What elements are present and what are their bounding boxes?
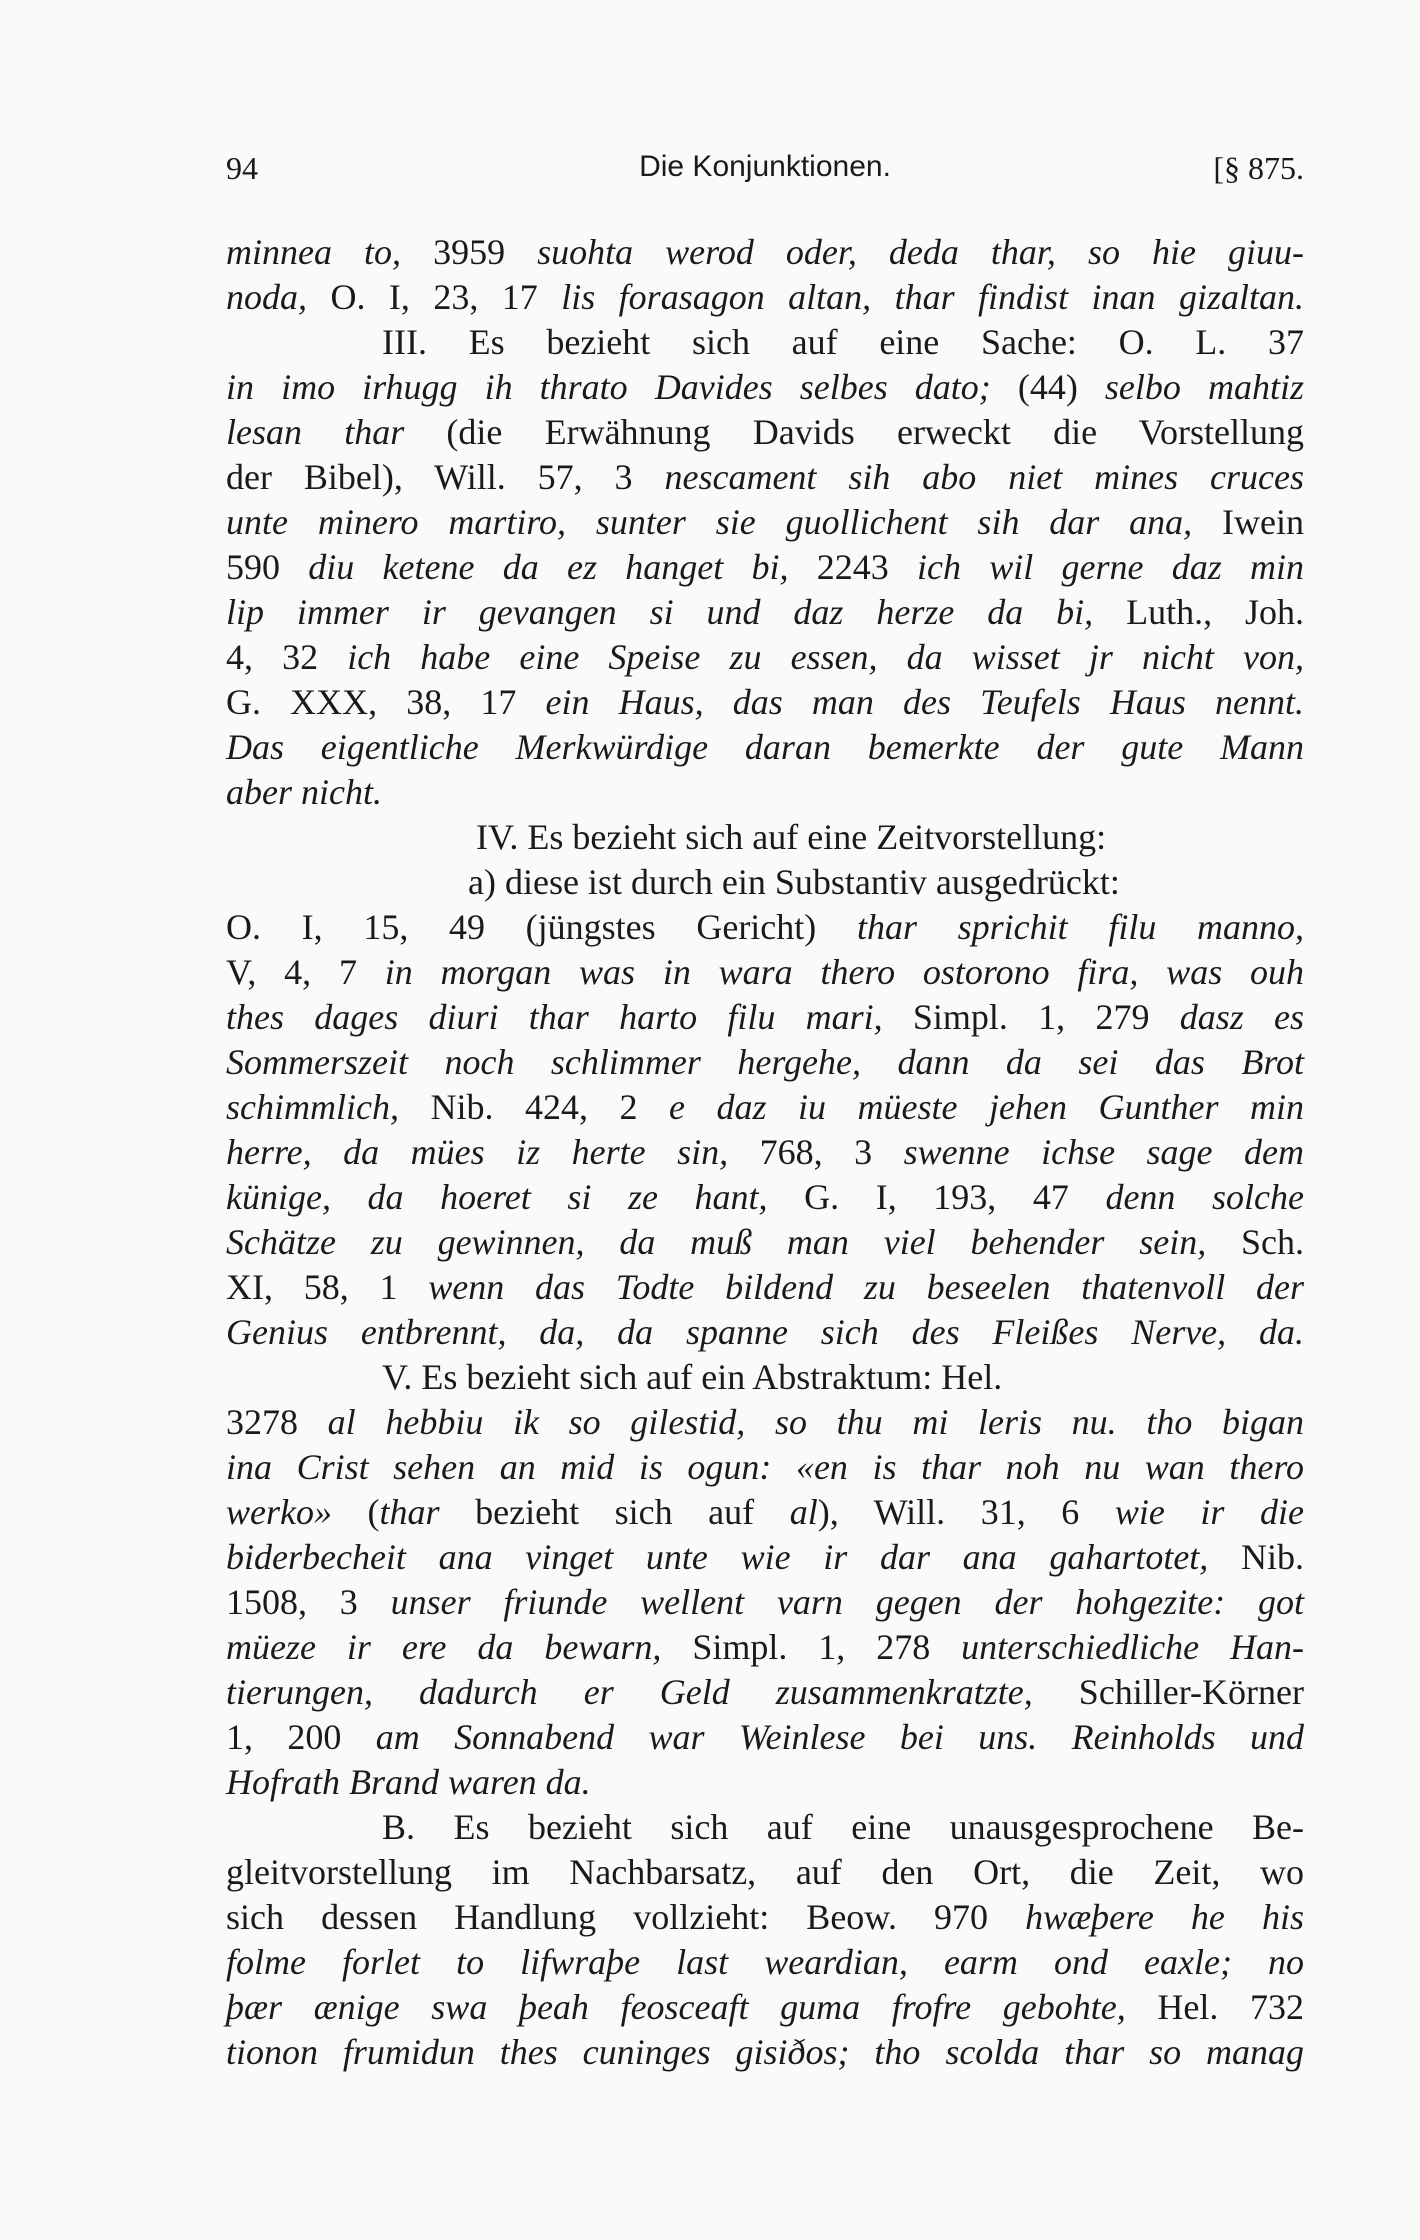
text-line: Das eigentliche Merkwürdige daran bemerkte der gute Mann [226,727,1304,767]
text-line: noda, O. I, 23, 17 lis forasagon altan, thar findist inan gizaltan. [226,277,1304,317]
text-line: Hofrath Brand waren da. [226,1762,591,1802]
text-line: þær ænige swa þeah feosceaft guma frofre gebohte, Hel. 732 [226,1987,1304,2027]
text-line: ina Crist sehen an mid is ogun: «en is thar noh nu wan thero [226,1447,1304,1487]
text-line: III. Es bezieht sich auf eine Sache: O. L. 37 [382,322,1304,362]
text-line: der Bibel), Will. 57, 3 nescament sih abo niet mines cruces [226,457,1304,497]
text-line: gleitvorstellung im Nachbarsatz, auf den Ort, die Zeit, wo [226,1852,1304,1892]
text-line: XI, 58, 1 wenn das Todte bildend zu beseelen thatenvoll der [226,1267,1304,1307]
text-line: schimmlich, Nib. 424, 2 e daz iu müeste jehen Gunther min [226,1087,1305,1127]
page-number: 94 [226,150,258,186]
text-line: künige, da hoeret si ze hant, G. I, 193, 47 denn solche [226,1177,1304,1217]
text-line: 3278 al hebbiu ik so gilestid, so thu mi leris nu. tho bigan [226,1402,1304,1442]
text-line: tierungen, dadurch er Geld zusammenkratzte, Schiller-Körner [226,1672,1304,1712]
text-line: 1, 200 am Sonnabend war Weinlese bei uns. Reinholds und [226,1717,1305,1757]
text-line: Genius entbrennt, da, da spanne sich des Fleißes Nerve, da. [226,1312,1304,1352]
text-line: unte minero martiro, sunter sie guollichent sih dar ana, Iwein [226,502,1304,542]
section-number: [§ 875. [1213,150,1304,186]
text-line: aber nicht. [226,772,382,812]
text-line: biderbecheit ana vinget unte wie ir dar ana gahartotet, Nib. [226,1537,1304,1577]
running-title: Die Konjunktionen. [639,150,891,183]
text-line: minnea to, 3959 suohta werod oder, deda thar, so hie giuu- [226,232,1305,272]
text-line: Sommerszeit noch schlimmer hergehe, dann da sei das Brot [226,1042,1304,1082]
text-line: folme forlet to lifwraþe last weardian, earm ond eaxle; no [226,1942,1304,1982]
text-line: B. Es bezieht sich auf eine unausgesprochene Be- [382,1807,1304,1847]
text-line: tionon frumidun thes cuninges gisiðos; tho scolda thar so manag [226,2032,1304,2072]
text-line: Schätze zu gewinnen, da muß man viel behender sein, Sch. [226,1222,1304,1262]
text-line: 4, 32 ich habe eine Speise zu essen, da wisset jr nicht von, [226,637,1305,677]
text-line: lesan thar (die Erwähnung Davids erweckt die Vorstellung [226,412,1304,452]
text-line: IV. Es bezieht sich auf eine Zeitvorstellung: [476,817,1107,857]
text-line: G. XXX, 38, 17 ein Haus, das man des Teufels Haus nennt. [226,682,1304,722]
text-line: O. I, 15, 49 (jüngstes Gericht) thar sprichit filu manno, [226,907,1304,947]
text-line: a) diese ist durch ein Substantiv ausgedrückt: [468,862,1120,902]
page-header [226,150,1304,194]
text-line: müeze ir ere da bewarn, Simpl. 1, 278 unterschiedliche Han- [226,1627,1305,1667]
text-line: werko» (thar bezieht sich auf al), Will. 31, 6 wie ir die [226,1492,1304,1532]
text-line: thes dages diuri thar harto filu mari, Simpl. 1, 279 dasz es [226,997,1304,1037]
text-line: 590 diu ketene da ez hanget bi, 2243 ich wil gerne daz min [226,547,1305,587]
text-line: herre, da mües iz herte sin, 768, 3 swenne ichse sage dem [226,1132,1305,1172]
text-line: in imo irhugg ih thrato Davides selbes dato; (44) selbo mahtiz [226,367,1304,407]
text-line: V, 4, 7 in morgan was in wara thero ostorono fira, was ouh [226,952,1305,992]
text-line: V. Es bezieht sich auf ein Abstraktum: Hel. [382,1357,1003,1397]
text-line: 1508, 3 unser friunde wellent varn gegen der hohgezite: got [226,1582,1305,1622]
body-text [226,230,1304,2075]
text-line: lip immer ir gevangen si und daz herze da bi, Luth., Joh. [226,592,1305,632]
text-line: sich dessen Handlung vollzieht: Beow. 970 hwæþere he his [226,1897,1304,1937]
